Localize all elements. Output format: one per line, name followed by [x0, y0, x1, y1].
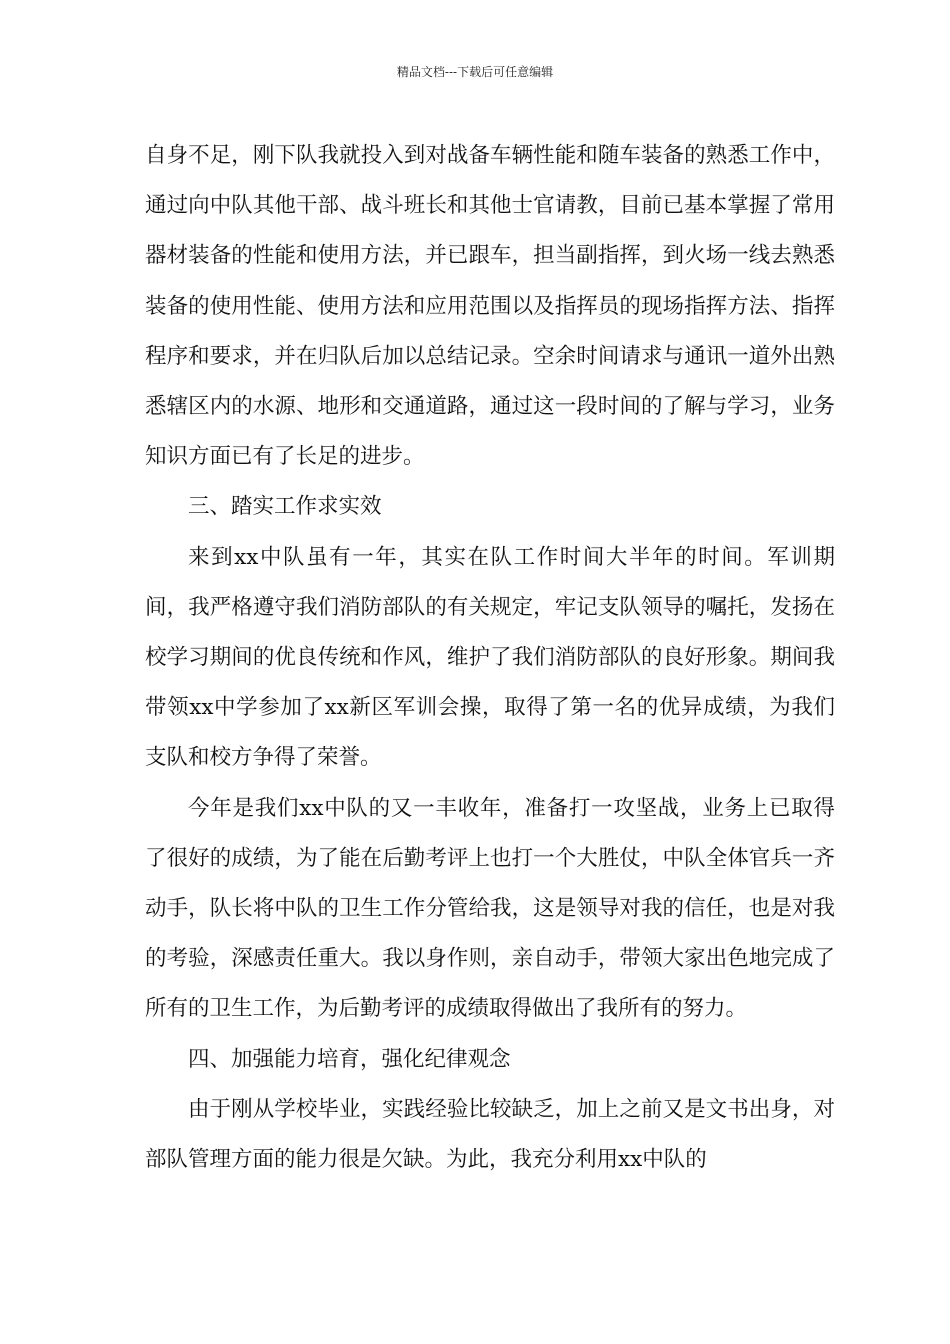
section-heading-4: 四、加强能力培育，强化纪律观念 — [188, 1046, 511, 1072]
paragraph: 今年是我们xx中队的又一丰收年，准备打一攻坚战，业务上已取得了很好的成绩，为了能在后勤考评上也打一个大胜仗，中队全体官兵一齐动手，队长将中队的卫生工作分管给我，这是领导对我的信任，也是对我的考验，深感责任重大。我以身作则，亲自动手，带领大家出色地完成了所有的卫生工作，为后勤考评的成绩取得做出了我所有的努力。 — [145, 795, 835, 1022]
paragraph: 由于刚从学校毕业，实践经验比较缺乏，加上之前又是文书出身，对部队管理方面的能力很是欠缺。为此，我充分利用xx中队的 — [145, 1096, 835, 1173]
paragraph: 来到xx中队虽有一年，其实在队工作时间大半年的时间。军训期间，我严格遵守我们消防部队的有关规定，牢记支队领导的嘱托，发扬在校学习期间的优良传统和作风，维护了我们消防部队的良好形象。期间我带领xx中学参加了xx新区军训会操，取得了第一名的优异成绩，为我们支队和校方争得了荣誉。 — [145, 544, 835, 771]
header-note: 精品文档---下载后可任意编辑 — [396, 65, 554, 79]
document-body — [145, 131, 835, 1185]
paragraph-continuation: 自身不足，刚下队我就投入到对战备车辆性能和随车装备的熟悉工作中，通过向中队其他干部、战斗班长和其他士官请教，目前已基本掌握了常用器材装备的性能和使用方法，并已跟车，担当副指挥，到火场一线去熟悉装备的使用性能、使用方法和应用范围以及指挥员的现场指挥方法、指挥程序和要求，并在归队后加以总结记录。空余时间请求与通讯一道外出熟悉辖区内的水源、地形和交通道路，通过这一段时间的了解与学习，业务知识方面已有了长足的进步。 — [145, 143, 835, 470]
section-heading-3: 三、踏实工作求实效 — [188, 494, 382, 520]
